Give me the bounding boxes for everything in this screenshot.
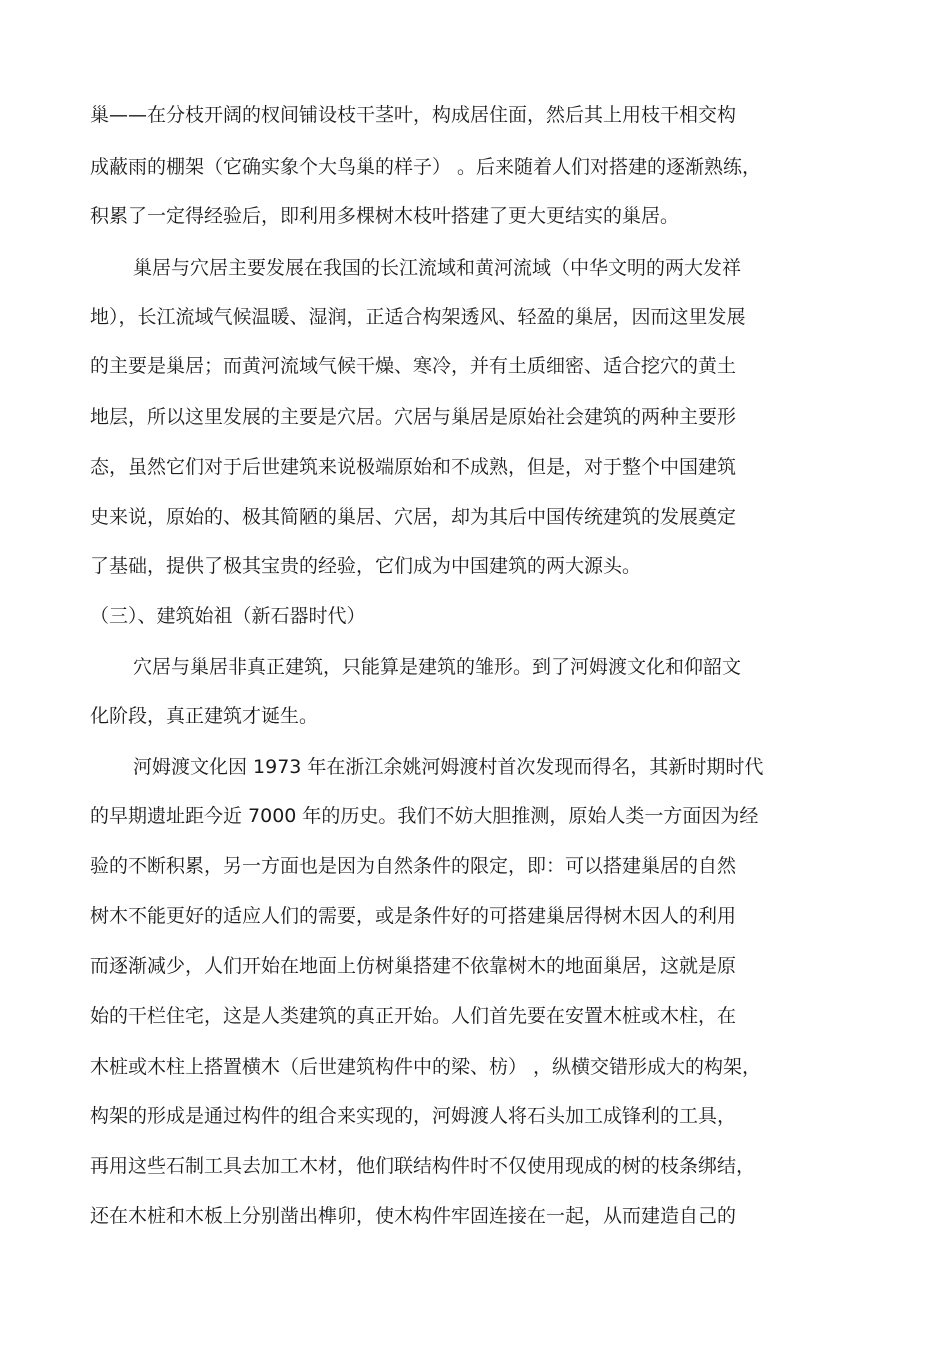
text-line: 地），长江流域气候温暖、湿润，正适合构架透风、轻盈的巢居，因而这里发展 — [90, 306, 746, 328]
text-line: 史来说，原始的、极其简陋的巢居、穴居，却为其后中国传统建筑的发展奠定 — [90, 506, 737, 528]
text-line: 河姆渡文化因 1973 年在浙江余姚河姆渡村首次发现而得名，其新时期时代 — [133, 756, 764, 778]
text-line: 巢居与穴居主要发展在我国的长江流域和黄河流域（中华文明的两大发祥 — [133, 257, 742, 279]
text-line: 树木不能更好的适应人们的需要，或是条件好的可搭建巢居得树木因人的利用 — [90, 905, 737, 927]
text-line: 化阶段，真正建筑才诞生。 — [90, 705, 319, 727]
text-line: 成蔽雨的棚架（它确实象个大鸟巢的样子） 。后来随着人们对搭建的逐渐熟练， — [90, 156, 762, 178]
text-line: 态，虽然它们对于后世建筑来说极端原始和不成熟，但是，对于整个中国建筑 — [90, 456, 737, 478]
section-heading: （三）、建筑始祖（新石器时代） — [90, 605, 366, 627]
text-line: 穴居与巢居非真正建筑，只能算是建筑的雏形。到了河姆渡文化和仰韶文 — [133, 656, 742, 678]
text-line: 地层，所以这里发展的主要是穴居。穴居与巢居是原始社会建筑的两种主要形 — [90, 406, 737, 428]
text-line: 构架的形成是通过构件的组合来实现的，河姆渡人将石头加工成锋利的工具， — [90, 1105, 737, 1127]
text-line: 木桩或木柱上搭置横木（后世建筑构件中的梁、枋） ，纵横交错形成大的构架， — [90, 1056, 762, 1078]
text-line: 积累了一定得经验后，即利用多棵树木枝叶搭建了更大更结实的巢居。 — [90, 205, 680, 227]
text-line: 验的不断积累，另一方面也是因为自然条件的限定，即：可以搭建巢居的自然 — [90, 855, 737, 877]
text-line: 还在木桩和木板上分别凿出榫卯，使木构件牢固连接在一起，从而建造自己的 — [90, 1205, 737, 1227]
text-line: 始的干栏住宅，这是人类建筑的真正开始。人们首先要在安置木桩或木柱，在 — [90, 1005, 737, 1027]
text-line: 的主要是巢居；而黄河流域气候干燥、寒冷，并有土质细密、适合挖穴的黄土 — [90, 355, 737, 377]
text-line: 而逐渐减少，人们开始在地面上仿树巢搭建不依靠树木的地面巢居，这就是原 — [90, 955, 737, 977]
text-line: 巢——在分枝开阔的杈间铺设枝干茎叶，构成居住面，然后其上用枝干相交构 — [90, 104, 737, 126]
text-line: 了基础，提供了极其宝贵的经验，它们成为中国建筑的两大源头。 — [90, 555, 642, 577]
text-line: 的早期遗址距今近 7000 年的历史。我们不妨大胆推测，原始人类一方面因为经 — [90, 805, 759, 827]
text-line: 再用这些石制工具去加工木材，他们联结构件时不仅使用现成的树的枝条绑结， — [90, 1155, 756, 1177]
